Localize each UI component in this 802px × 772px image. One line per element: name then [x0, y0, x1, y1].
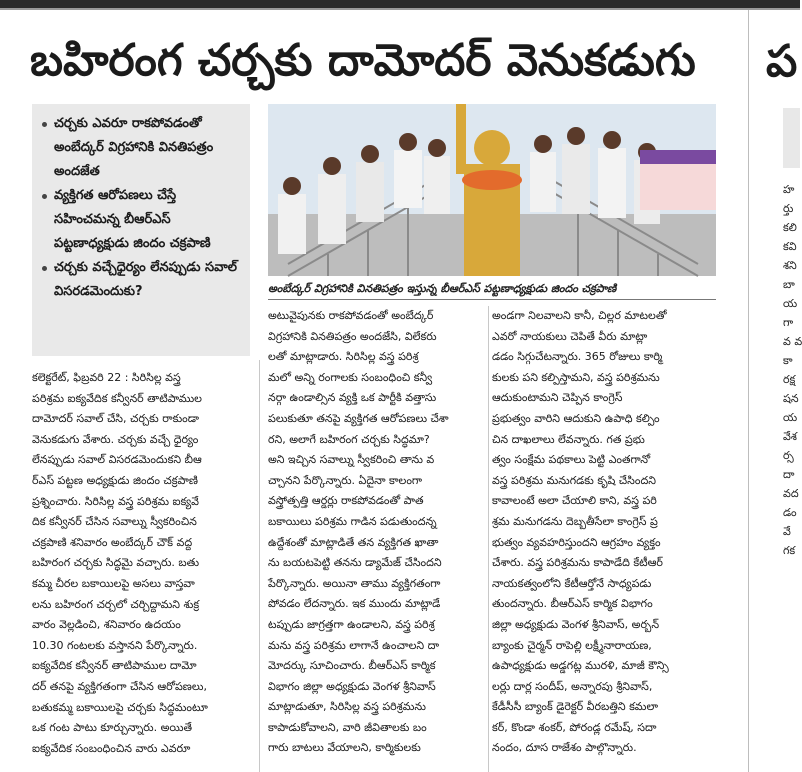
adjacent-article-line: హ — [783, 183, 795, 196]
article-headline: బహిరంగ చర్చకు దామోదర్ వెనుకడుగు — [30, 35, 696, 86]
adjacent-article-line: య — [783, 297, 798, 310]
top-rule — [0, 0, 800, 8]
article-line: నర్గా ఉండాల్సిన వ్యక్తి ఒక పార్టీకి వత్తాసు — [268, 391, 437, 405]
article-line: రని, అలాగే బహిరంగ చర్చకు సిద్ధమా? — [268, 432, 430, 446]
article-line: చక్రపాణి శనివారం అంబేద్కర్ చౌక్ వద్ద — [32, 535, 193, 549]
article-line: చిన దాఖలాలు లేవన్నారు. గత ప్రభు — [492, 432, 645, 446]
article-line: పలుకుతూ తనపై వ్యక్తిగత ఆరోపణలు చేశా — [268, 411, 449, 425]
adjacent-article-line: వేశ — [783, 430, 797, 443]
column-divider — [259, 360, 260, 772]
article-line: వస్త్ర పరిశ్రమ మనుగడకు కృషి చేసిందని — [492, 473, 656, 487]
article-line: డడం సిగ్గుచేటన్నారు. 365 రోజులు కార్మి — [492, 350, 663, 364]
adjacent-article-line: వద — [783, 487, 799, 500]
article-line: ఆదుకుంటామని చెప్పిన కాంగ్రెస్ — [492, 391, 623, 405]
highlight-item — [42, 112, 240, 184]
article-line: కమ్మ చీరల బకాయిలపై అసలు వాస్తవా — [32, 576, 195, 590]
adjacent-article-line: డం — [783, 506, 797, 519]
article-line: లతో మాట్లాడారు. సిరిసిల్ల వస్త్ర పరిశ్ర — [268, 350, 419, 364]
highlights-list — [42, 112, 240, 304]
adjacent-headline-fragment: ప — [766, 36, 798, 87]
adjacent-article-line: గా — [783, 316, 794, 329]
article-line: శ్రమ మనుగడను దెబ్బతీసేలా కాంగ్రెస్ ప్ర — [492, 514, 658, 528]
adjacent-article-line: ర్తు — [783, 202, 794, 215]
article-line: అటువైపునకు రాకపోవడంతో అంబేద్కర్ — [268, 309, 434, 322]
article-line: లర్లు దార్ల సందీప్, అన్నారపు శ్రీనివాస్, — [492, 679, 653, 693]
news-photo — [268, 104, 716, 276]
article-line: లను బహిరంగ చర్చలో చర్చిద్దామని శుక్ర — [32, 597, 200, 611]
bullet-icon — [42, 194, 47, 199]
article-line: విగ్రహానికి వినతిపత్రం అందజేసి, విలేకరు — [268, 329, 437, 343]
article-line: కర్, కొండా శంకర్, పోరండ్ల రమేష్, సదా — [492, 720, 657, 734]
article-line: ర్ఎస్ పట్టణ అధ్యక్షుడు జిందం చక్రపాణి — [32, 473, 198, 487]
article-line: ప్రశ్నించారు. సిరిసిల్ల వస్త్ర పరిశ్రమ ఐక్యవే — [32, 494, 199, 508]
adjacent-article-line: షన — [783, 392, 799, 405]
article-line: విభాగం జిల్లా అధ్యక్షుడు వెంగళ శ్రీనివాస్ — [268, 679, 436, 693]
article-line: మను వస్త్ర పరిశ్రమ లాగానే ఉంచాలని దా — [268, 638, 440, 652]
article-line: బహిరంగ చర్చకు సిద్ధమై వచ్చారు. బతు — [32, 556, 199, 570]
adjacent-article-line: గక — [783, 544, 796, 557]
adjacent-article-line: వ వ — [783, 335, 802, 348]
article-line: దామోదర్ సవాల్ చేసి, చర్చకు రాకుండా — [32, 412, 199, 426]
article-line: పోవడం లేదన్నారు. ఇక ముందు మాట్లాడే — [268, 597, 441, 611]
article-line: చేశారు. వస్త్ర పరిశ్రమను కాపాడేది కేటీఆర్ — [492, 556, 663, 570]
article-line: కలెక్టరేట్, ఫిబ్రవరి 22 : సిరిసిల్ల వస్త్ర — [32, 371, 181, 384]
article-line: ఒక గంట పాటు కూర్చున్నారు. అయితే — [32, 721, 193, 735]
bullet-icon — [42, 122, 47, 127]
article-line: మోదర్కు సూచించారు. బీఆర్ఎస్ కార్మిక — [268, 659, 436, 673]
adjacent-article-line: శని — [783, 259, 797, 272]
article-line: మలో అన్ని రంగాలకు సంబంధించి కన్వీ — [268, 370, 433, 384]
article-line: కేడీసీసీ బ్యాంక్ డైరెక్టర్ వీరబత్తిని కమలా — [492, 700, 658, 714]
article-line: ఐక్యవేదిక కన్వీనర్ తాటిపాముల దామో — [32, 659, 197, 673]
article-line: 10.30 గంటలకు వస్తానని పేర్కొన్నారు. — [32, 638, 198, 652]
adjacent-article-line: కవి — [783, 240, 797, 253]
adjacent-article-line: దా — [783, 468, 795, 481]
article-line: వస్త్రోత్పత్తి ఆర్డర్లు రాకపోవడంతో పాత — [268, 494, 424, 508]
article-line: అండగా నిలవాలని కానీ, చిల్లర మాటలతో — [492, 309, 667, 322]
article-column-2 — [268, 306, 484, 770]
adjacent-article-line: వే — [783, 525, 791, 538]
article-line: చ్చానని పేర్కొన్నారు. ఏదైనా కాలంగా — [268, 473, 423, 487]
adjacent-article-line: ర్స — [783, 449, 794, 462]
article-line: పేర్కొన్నారు. అయినా తాము వ్యక్తిగతంగా — [268, 576, 441, 590]
article-line: కాపాడుకోవాలని, వారి జీవితాలకు బం — [268, 720, 427, 734]
article-line: దర్ తనపై వ్యక్తిగతంగా చేసిన ఆరోపణలు, — [32, 679, 207, 693]
article-line: కులకు పని కల్పిస్తామని, వస్త్ర పరిశ్రమను — [492, 370, 660, 384]
article-line: ప్రభుత్వం వారిని ఆదుకుని ఉపాధి కల్పిం — [492, 411, 660, 425]
article-line: మాట్లాడుతూ, సిరిసిల్ల వస్త్ర పరిశ్రమను — [268, 700, 426, 714]
article-line: ఎవరో నాయకులు చెపితే వీరు మాట్లా — [492, 329, 648, 343]
highlights-box — [32, 104, 250, 356]
photo-caption: అంబేద్కర్ విగ్రహానికి వినతిపత్రం ఇస్తున్న బీఆర్ఎస్ పట్టణాధ్యక్షుడు జిందం చక్రపాణి — [268, 282, 617, 295]
article-line: కావాలంటే అలా చేయాలి కాని, వస్త్ర పరి — [492, 494, 657, 508]
article-line: అని ఇచ్చిన సవాల్ను స్వీకరించి తాను వ — [268, 453, 435, 467]
adjacent-highlight-box — [783, 108, 800, 168]
photo-illustration — [268, 104, 716, 276]
article-line: ఉద్దేశంతో మాట్లాడితే తన వ్యక్తిగత ఖాతా — [268, 535, 439, 549]
article-line: టప్పుడు జాగ్రత్తగా ఉండాలని, వస్త్ర పరిశ్ర — [268, 617, 435, 631]
adjacent-article-line: బా — [783, 278, 795, 291]
column-divider — [488, 306, 489, 772]
highlight-text: చర్చకు వచ్చేధైర్యం లేనప్పుడు సవాల్ విసరడమెందుకు? — [54, 260, 238, 299]
article-column-1 — [32, 368, 250, 768]
article-line: భుత్వం వ్యవహరిస్తుందని ఆగ్రహం వ్యక్తం — [492, 535, 661, 549]
highlight-text: వ్యక్తిగత ఆరోపణలు చేస్తే సహించమన్న బీఆర్ఎస్ పట్టణాధ్యక్షుడు జిందం చక్రపాణి — [54, 188, 211, 251]
article-line: ను బయటపెట్టి తనను డ్యామేజ్ చేసిందని — [268, 556, 442, 570]
banner-strip — [640, 150, 716, 164]
article-line: బతుకమ్మ బకాయిలపై చర్చకు సిద్ధమంటూ — [32, 700, 208, 714]
article-line: బకాయిలు పరిశ్రమ గాడిన పడుతుందన్న — [268, 514, 437, 528]
highlight-text: చర్చకు ఎవరూ రాకపోవడంతో అంబేద్కర్ విగ్రహానికి వినతిపత్రం అందజేత — [54, 116, 214, 179]
column-divider — [748, 10, 749, 772]
article-line: నాయకత్వంలోని కేటీఆర్తోనే సాధ్యపడు — [492, 576, 652, 590]
article-line: జిల్లా అధ్యక్షుడు వెంగళ శ్రీనివాస్, అర్బన్ — [492, 617, 660, 631]
article-line: త్వం సంక్షేమ పథకాలు పెట్టి ఎంతగానో — [492, 453, 651, 467]
bullet-icon — [42, 266, 47, 271]
top-rule-thin — [0, 8, 800, 10]
article-line: గారు బాటలు వేయాలని, కార్మికులకు — [268, 741, 421, 755]
adjacent-article-line: రక్ష — [783, 373, 796, 386]
article-line: బ్యాంకు చైర్మన్ రాపెల్లి లక్ష్మీనారాయణ, — [492, 638, 652, 652]
adjacent-article-line: కలి — [783, 221, 797, 234]
article-line: ఐక్యవేదిక సంబంధించిన వారు ఎవరూ — [32, 741, 191, 755]
article-line: పరిశ్రమ ఐక్యవేదిక కన్వీనర్ తాటిపాముల — [32, 391, 202, 405]
article-line: తుందన్నారు. బీఆర్ఎస్ కార్మిక విభాగం — [492, 597, 653, 611]
article-line: వారం వెల్లడించి, శనివారం ఉదయం — [32, 618, 181, 632]
adjacent-article-line: య — [783, 411, 798, 424]
article-line: ఉపాధ్యక్షుడు అడ్డగట్ల మురళి, మాజీ కౌన్సి — [492, 659, 669, 673]
article-line: దిక కన్వీనర్ చేసిన సవాల్ను స్వీకరించిన — [32, 515, 197, 529]
adjacent-article-column — [783, 180, 800, 770]
adjacent-article-line: కా — [783, 354, 793, 367]
article-column-3 — [492, 306, 718, 770]
article-line: వెనుకడుగు వేశారు. చర్చకు వచ్చే ధైర్యం — [32, 432, 199, 446]
highlight-item — [42, 256, 240, 304]
highlight-item — [42, 184, 240, 256]
article-line: లేనప్పుడు సవాల్ విసరడమెందుకని బీఆ — [32, 453, 202, 467]
article-line: నందం, దూస రాజేశం పాల్గొన్నారు. — [492, 741, 637, 755]
caption-rule — [268, 299, 716, 300]
